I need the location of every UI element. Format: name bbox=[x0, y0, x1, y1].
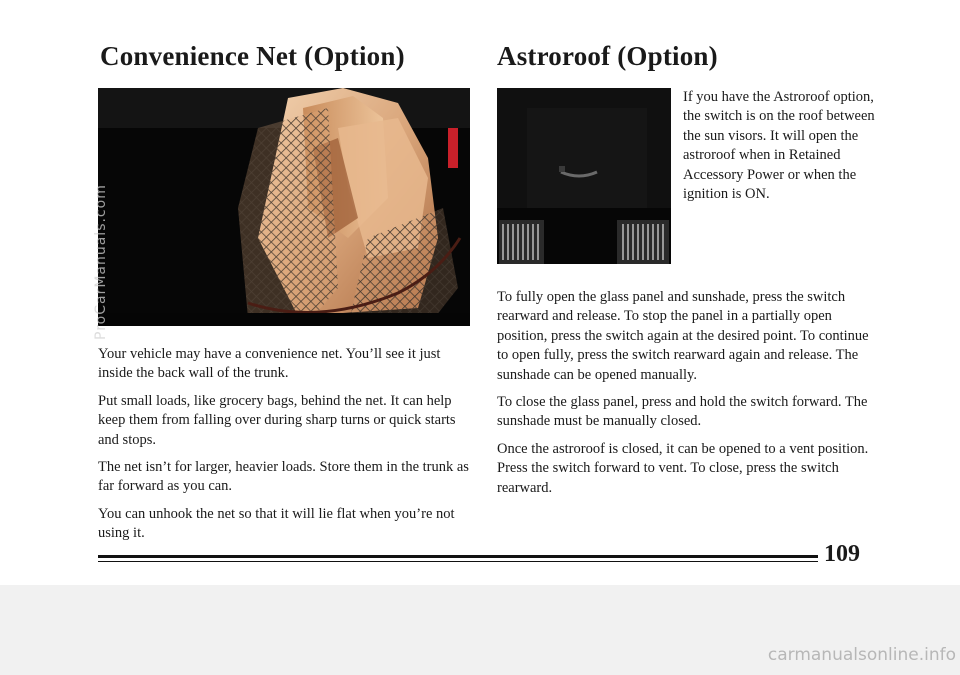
paragraph: The net isn’t for larger, heavier loads. Store them in the trunk as far forward as you can. bbox=[98, 459, 469, 495]
astroroof-switch-photo bbox=[497, 88, 671, 264]
site-watermark: carmanualsonline.info bbox=[767, 645, 956, 665]
paragraph: You can unhook the net so that it will lie flat when you’re not using it. bbox=[98, 505, 455, 542]
page-number: 109 bbox=[824, 541, 860, 567]
convenience-net-body bbox=[98, 345, 470, 552]
astroroof-intro-text: If you have the Astroroof option, the switch is on the roof between the sun visors. It will open the astroroof when in Retained Accessory Power or when the ignition is ON. bbox=[683, 89, 875, 203]
paragraph: To fully open the glass panel and sunshade, press the switch rearward and release. To stop the panel in a partially open position, press the switch again at the desired point. To continue to open fully, press the switch rearward again and release. The sunshade can be opened manually. bbox=[497, 289, 869, 383]
astroroof-section bbox=[497, 38, 877, 74]
convenience-net-photo bbox=[98, 88, 470, 326]
astroroof-body bbox=[497, 288, 877, 506]
paragraph: Put small loads, like grocery bags, behind the net. It can help keep them from falling over during sharp turns or quick starts and stops. bbox=[98, 392, 456, 448]
paragraph: Your vehicle may have a convenience net. You’ll see it just inside the back wall of the trunk. bbox=[98, 346, 441, 382]
footer-rule-thick bbox=[98, 555, 818, 558]
astroroof-title: Astroroof (Option) bbox=[497, 41, 718, 71]
paragraph: To close the glass panel, press and hold the switch forward. The sunshade must be manually closed. bbox=[497, 394, 868, 430]
side-watermark: ProCarManuals.com bbox=[93, 184, 109, 340]
convenience-net-section bbox=[98, 38, 470, 74]
convenience-net-title: Convenience Net (Option) bbox=[100, 41, 405, 71]
paragraph: Once the astroroof is closed, it can be opened to a vent position. Press the switch forward to vent. To close, press the switch rearward. bbox=[497, 440, 869, 496]
footer-rule-thin bbox=[98, 561, 818, 562]
